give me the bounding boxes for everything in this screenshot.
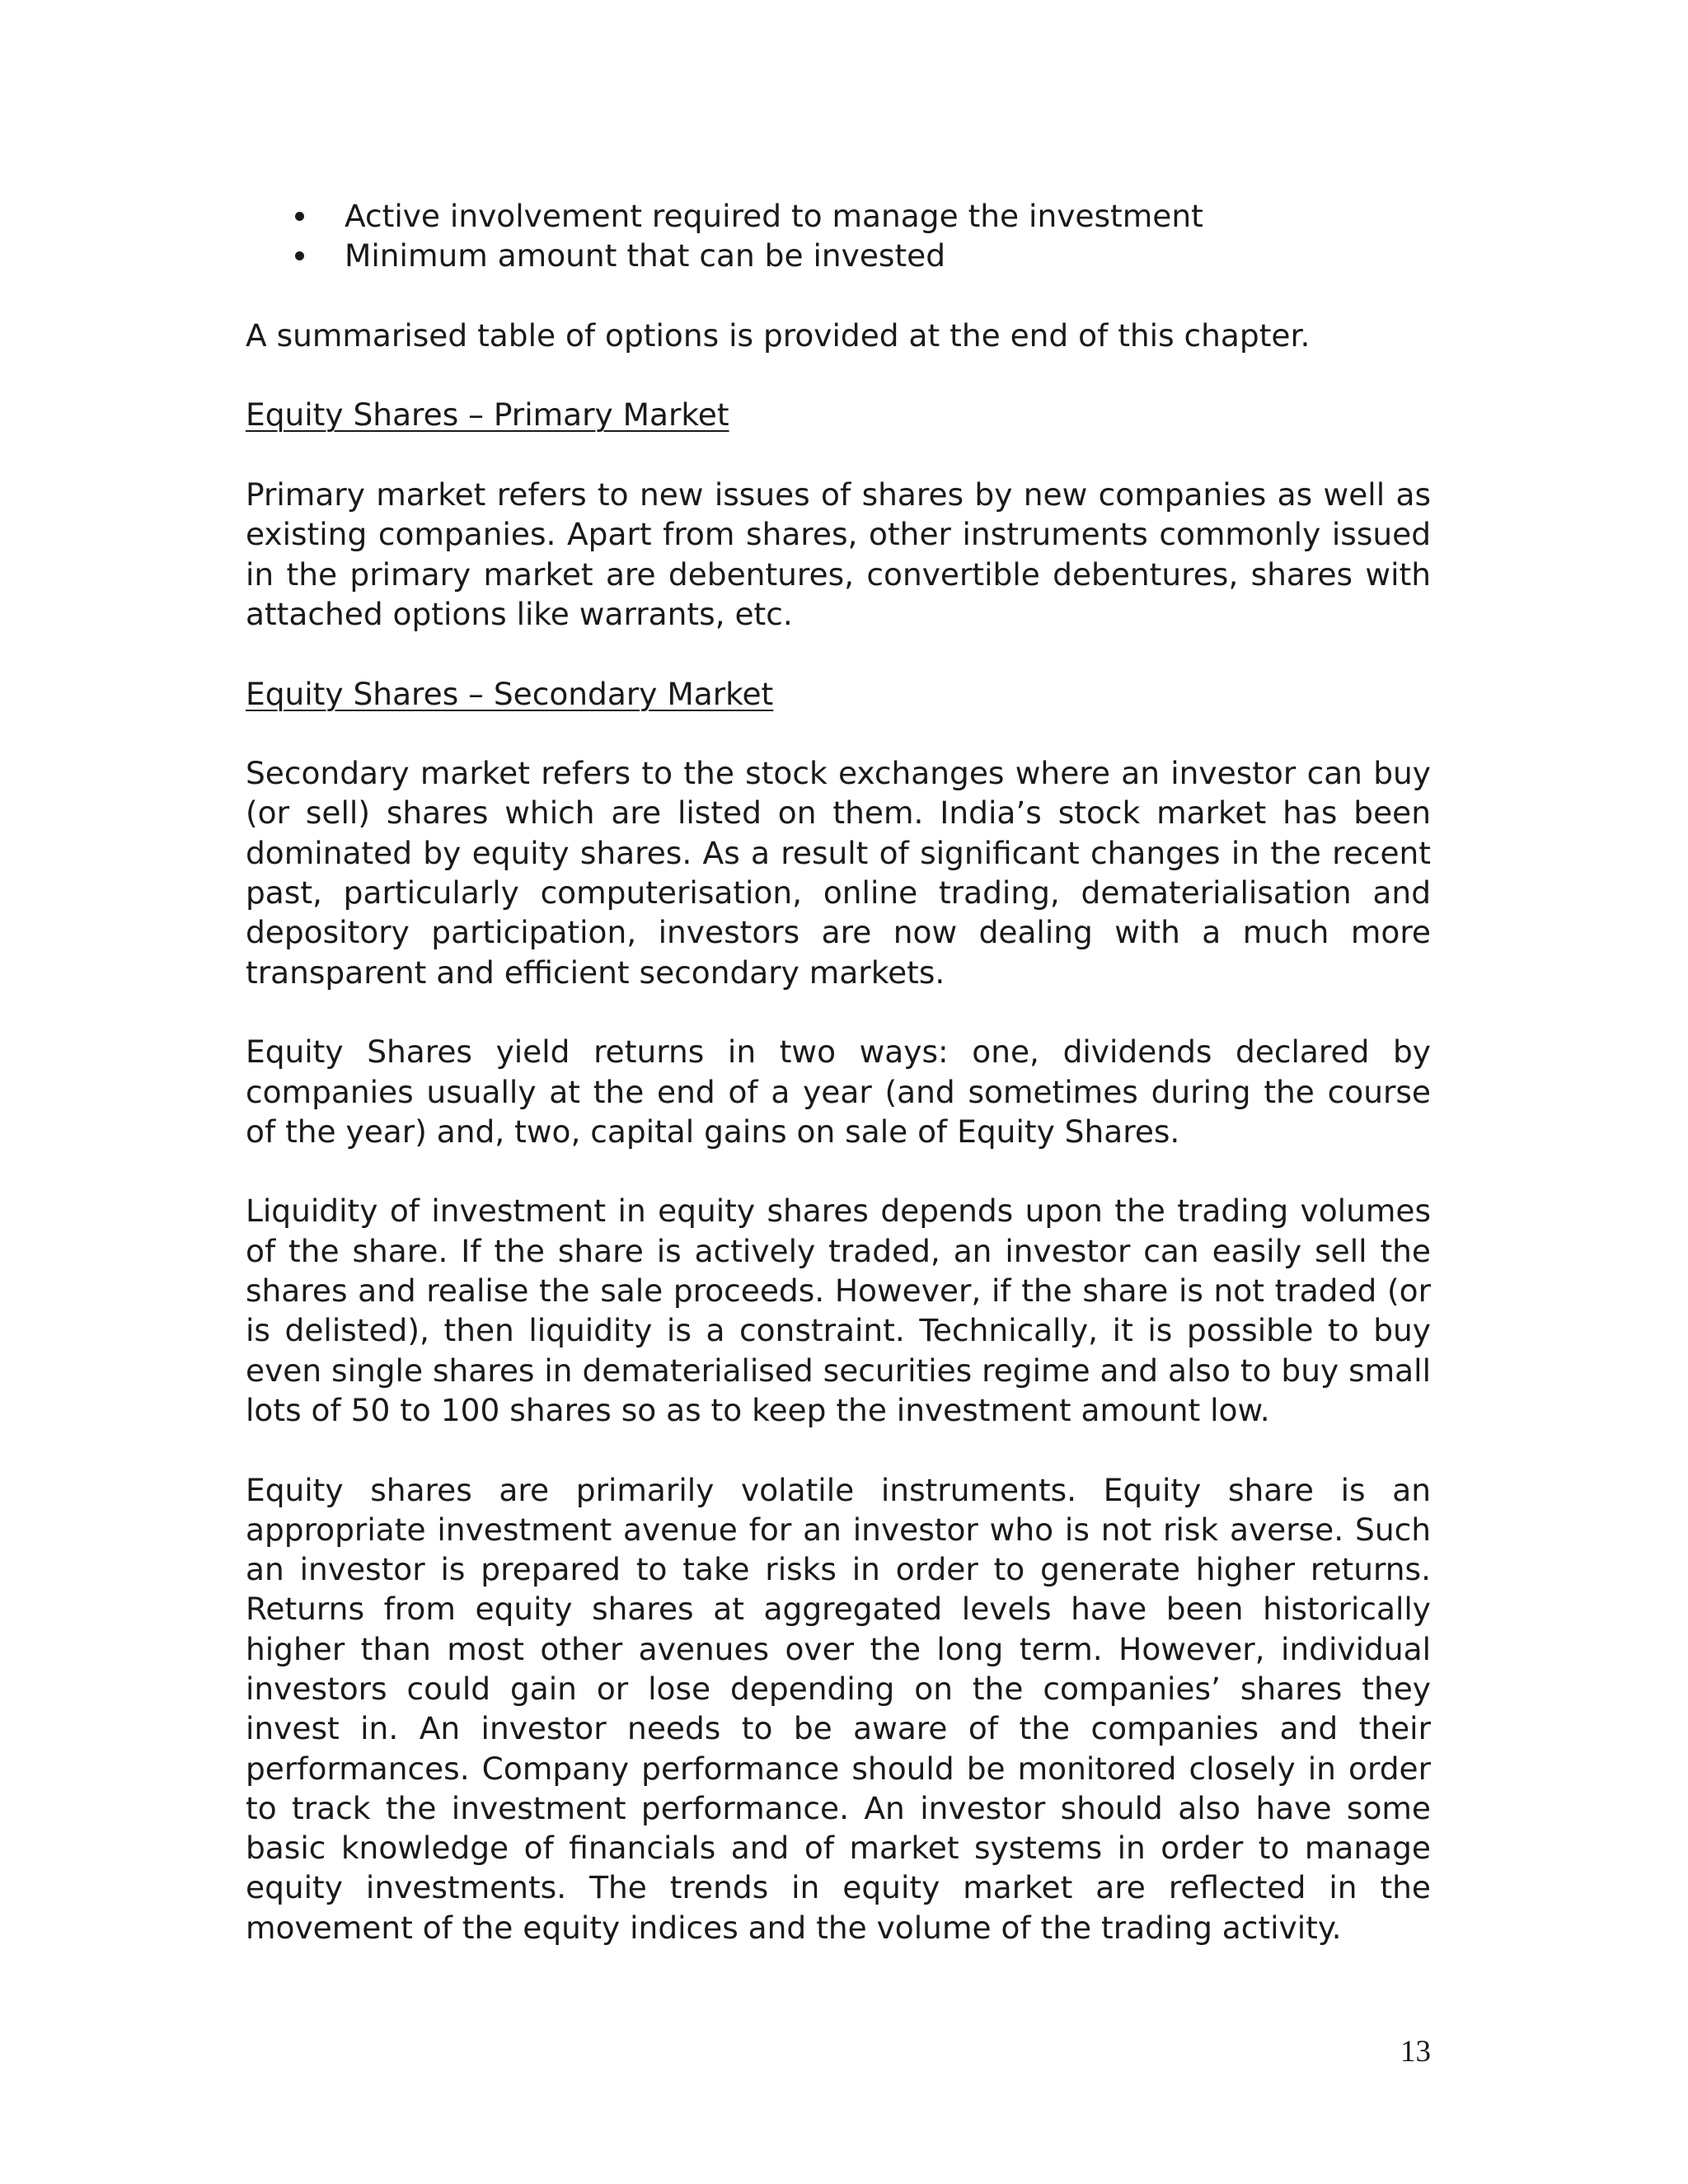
paragraph-secondary-market: Secondary market refers to the stock exchanges where an investor can buy (or sell) shares which are listed on them. India’s stock market has been dominated by equity shares. As a result of significant changes in the recent past, particularly computerisation, online trading, dematerialisation and depository participation, investors are now dealing with a much more transparent and efficient secondary markets.	[246, 755, 1431, 991]
bullet-text: Active involvement required to manage the investment	[345, 198, 1203, 234]
bullet-list	[246, 196, 1431, 276]
page-content	[246, 196, 1431, 1947]
bullet-dot-icon	[295, 212, 304, 221]
intro-paragraph: A summarised table of options is provided at the end of this chapter.	[246, 316, 1311, 354]
bullet-text: Minimum amount that can be invested	[345, 237, 946, 274]
bullet-item	[345, 196, 1431, 236]
section-heading-primary-market: Equity Shares – Primary Market	[246, 396, 729, 434]
bullet-item	[345, 236, 1431, 275]
section-heading-secondary-market: Equity Shares – Secondary Market	[246, 675, 774, 712]
page-number: 13	[1400, 2035, 1431, 2069]
paragraph-primary-market: Primary market refers to new issues of shares by new companies as well as existing companies. Apart from shares, other instruments commonly issued in the primary market are debentures, convertible debentures, shares with attached options like warrants, etc.	[246, 476, 1431, 632]
paragraph-volatility: Equity shares are primarily volatile instruments. Equity share is an appropriate investment avenue for an investor who is not risk averse. Such an investor is prepared to take risks in order to generate higher returns. Returns from equity shares at aggregated levels have been historically higher than most other avenues over the long term. However, individual investors could gain or lose depending on the companies’ shares they invest in. An investor needs to be aware of the companies and their performances. Company performance should be monitored closely in order to track the investment performance. An investor should also have some basic knowledge of financials and of market systems in order to manage equity investments. The trends in equity market are reflected in the movement of the equity indices and the volume of the trading activity.	[246, 1471, 1431, 1946]
bullet-dot-icon	[295, 251, 304, 260]
paragraph-equity-returns: Equity Shares yield returns in two ways: one, dividends declared by companies usually at the end of a year (and sometimes during the course of the year) and, two, capital gains on sale of Equity Shares.	[246, 1033, 1431, 1150]
paragraph-liquidity: Liquidity of investment in equity shares depends upon the trading volumes of the share. If the share is actively traded, an investor can easily sell the shares and realise the sale proceeds. However, if the share is not traded (or is delisted), then liquidity is a constraint. Technically, it is possible to buy even single shares in dematerialised securities regime and also to buy small lots of 50 to 100 shares so as to keep the investment amount low.	[246, 1193, 1431, 1428]
